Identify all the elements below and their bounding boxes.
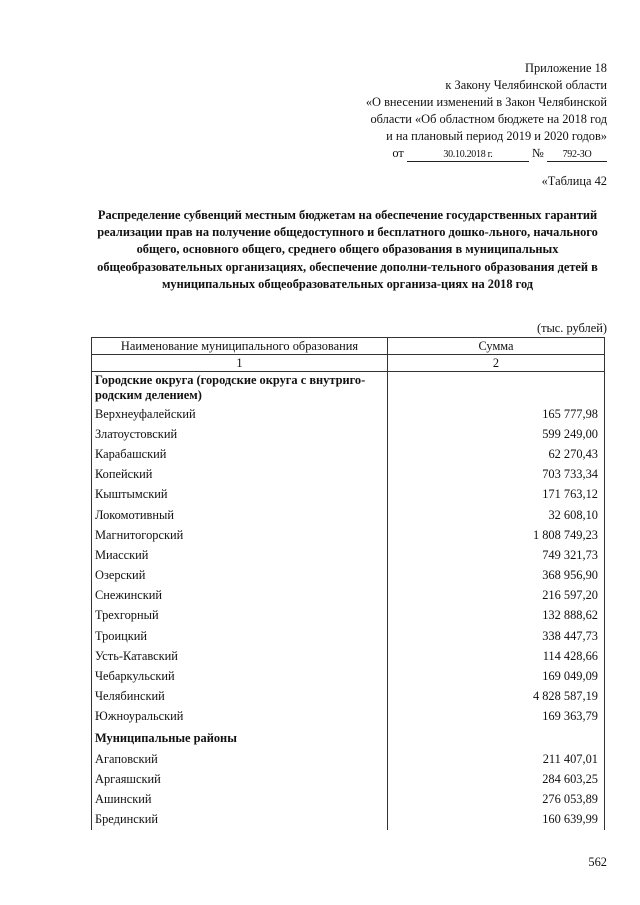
table-row (92, 586, 605, 606)
page-number: 562 (588, 855, 607, 869)
law-number: 792-ЗО (547, 149, 607, 162)
municipality-name: Усть-Катавский (92, 646, 388, 666)
municipality-name: Миасский (92, 545, 388, 565)
subvention-amount: 169 363,79 (388, 707, 605, 727)
municipality-name: Озерский (92, 566, 388, 586)
appendix-block (366, 60, 607, 162)
municipality-name: Аргаяшский (92, 769, 388, 789)
municipality-name: Ашинский (92, 790, 388, 810)
subvention-amount: 160 639,99 (388, 810, 605, 830)
table-header-row (92, 338, 605, 355)
municipality-name: Копейский (92, 465, 388, 485)
municipality-name: Снежинский (92, 586, 388, 606)
appendix-line: области «Об областном бюджете на 2018 год (370, 112, 607, 126)
table-row (92, 545, 605, 565)
subvention-amount: 114 428,66 (388, 646, 605, 666)
municipality-name: Челябинский (92, 687, 388, 707)
law-date-line (366, 145, 607, 162)
subvention-amount: 338 447,73 (388, 626, 605, 646)
appendix-line: и на плановый период 2019 и 2020 годов» (386, 129, 607, 143)
section-title: Муниципальные районы (92, 727, 388, 749)
section-row (92, 727, 605, 749)
table-row (92, 404, 605, 424)
section-sum (388, 727, 605, 749)
table-row (92, 749, 605, 769)
municipality-name: Трехгорный (92, 606, 388, 626)
date-prefix: от (392, 146, 404, 160)
subvention-amount: 4 828 587,19 (388, 687, 605, 707)
subvention-amount: 32 608,10 (388, 505, 605, 525)
subvention-amount: 211 407,01 (388, 749, 605, 769)
table-row (92, 666, 605, 686)
appendix-line: к Закону Челябинской области (445, 78, 607, 92)
municipality-name: Кыштымский (92, 485, 388, 505)
table-row (92, 485, 605, 505)
table-row (92, 525, 605, 545)
number-prefix: № (532, 146, 544, 160)
subvention-amount: 165 777,98 (388, 404, 605, 424)
table-row (92, 707, 605, 727)
table-row (92, 424, 605, 444)
table-row (92, 626, 605, 646)
table-row (92, 646, 605, 666)
subvention-amount: 132 888,62 (388, 606, 605, 626)
units-label: (тыс. рублей) (536, 321, 607, 335)
subvention-amount: 599 249,00 (388, 424, 605, 444)
municipality-name: Троицкий (92, 626, 388, 646)
subvention-amount: 169 049,09 (388, 666, 605, 686)
column-header-sum: Сумма (388, 338, 605, 355)
municipality-name: Карабашский (92, 444, 388, 464)
section-row (92, 372, 605, 405)
column-number-row (92, 355, 605, 372)
column-number-1: 1 (92, 355, 388, 372)
table-label: «Таблица 42 (541, 174, 607, 188)
column-number-2: 2 (388, 355, 605, 372)
municipality-name: Магнитогорский (92, 525, 388, 545)
municipality-name: Чебаркульский (92, 666, 388, 686)
subvention-amount: 216 597,20 (388, 586, 605, 606)
subvention-amount: 749 321,73 (388, 545, 605, 565)
table-row (92, 810, 605, 830)
appendix-line: Приложение 18 (525, 61, 607, 75)
table-row (92, 465, 605, 485)
appendix-line: «О внесении изменений в Закон Челябинской (365, 95, 607, 109)
municipality-name: Южноуральский (92, 707, 388, 727)
subvention-amount: 171 763,12 (388, 485, 605, 505)
document-title: Распределение субвенций местным бюджетам на обеспечение государственных гарантий реализации прав на получение общедоступного и бесплатного дошко-льного, начального общего, основного общего, среднего общего образования в муниципальных общеобразовательных организациях, обеспечение дополни-тельного образования детей в муниципальных общеобразовательных организа-циях на 2018 год (97, 208, 598, 291)
table-row (92, 566, 605, 586)
table-row (92, 444, 605, 464)
table-row (92, 606, 605, 626)
subvention-amount: 368 956,90 (388, 566, 605, 586)
table-row (92, 790, 605, 810)
section-title: Городские округа (городские округа с внутриго-родским делением) (92, 372, 388, 405)
municipality-name: Златоустовский (92, 424, 388, 444)
subvention-table (91, 337, 605, 830)
subvention-amount: 1 808 749,23 (388, 525, 605, 545)
section-sum (388, 372, 605, 405)
subvention-amount: 62 270,43 (388, 444, 605, 464)
municipality-name: Брединский (92, 810, 388, 830)
column-header-name: Наименование муниципального образования (92, 338, 388, 355)
subvention-amount: 703 733,34 (388, 465, 605, 485)
subvention-amount: 276 053,89 (388, 790, 605, 810)
table-row (92, 769, 605, 789)
law-date: 30.10.2018 г. (407, 149, 529, 162)
municipality-name: Локомотивный (92, 505, 388, 525)
subvention-amount: 284 603,25 (388, 769, 605, 789)
table-row (92, 687, 605, 707)
municipality-name: Агаповский (92, 749, 388, 769)
table-row (92, 505, 605, 525)
municipality-name: Верхнеуфалейский (92, 404, 388, 424)
